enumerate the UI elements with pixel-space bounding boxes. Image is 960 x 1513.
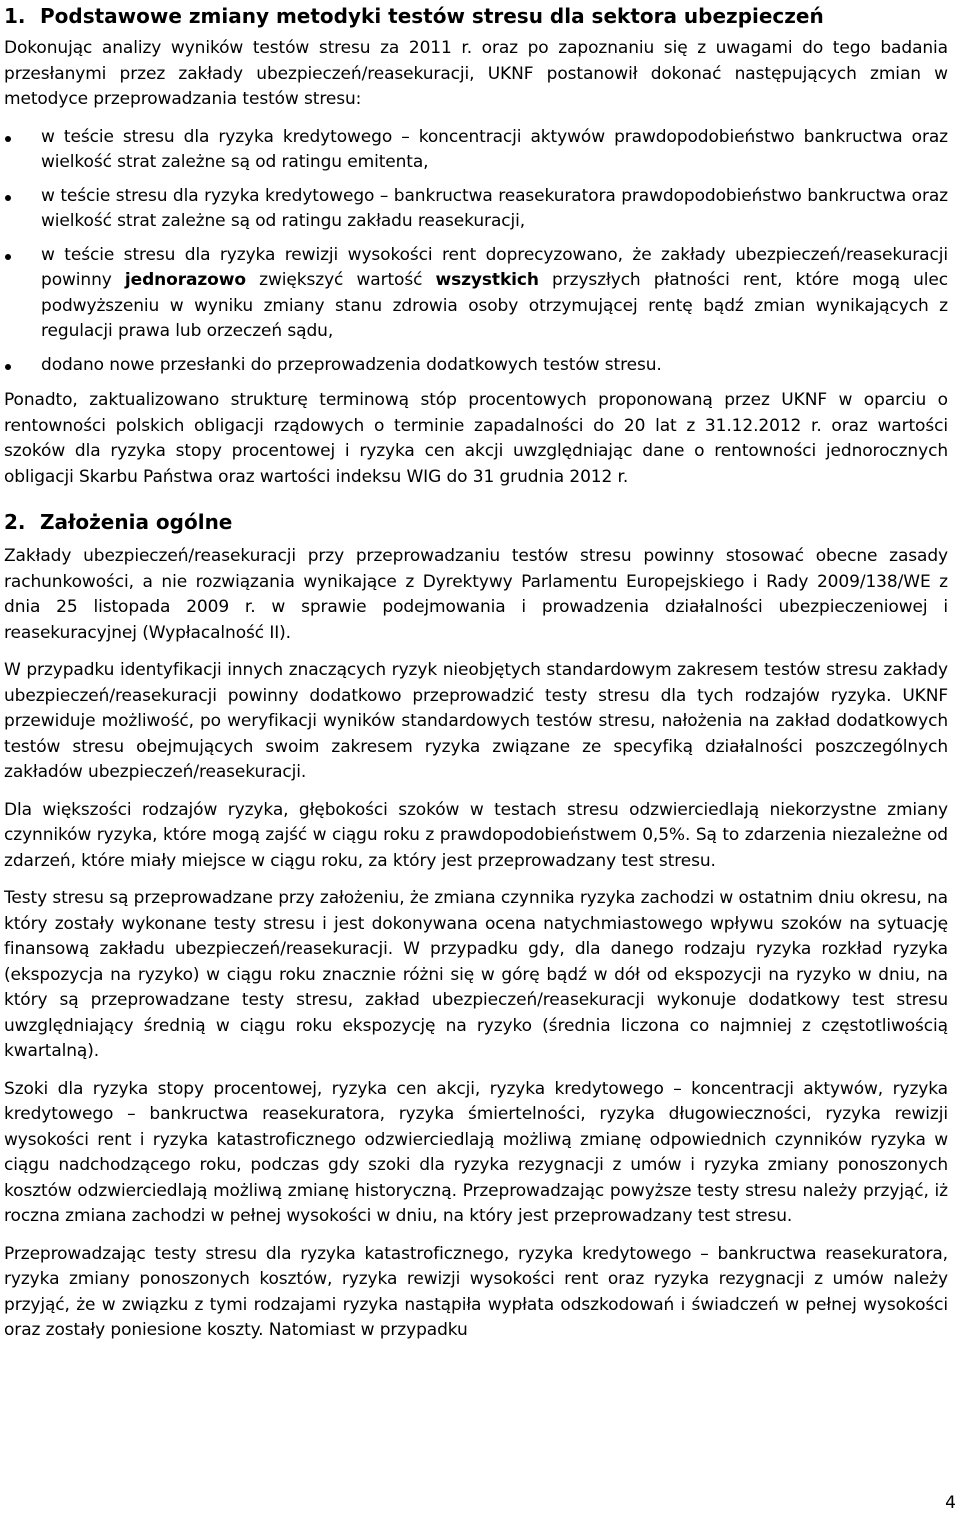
page-number: 4 — [945, 1493, 956, 1513]
bullet-text: w teście stresu dla ryzyka kredytowego – koncentracji aktywów prawdopodobieństwo bankructwa oraz wielkość strat zależne są od ratingu emitenta, — [41, 126, 948, 172]
bullet-item — [4, 184, 948, 235]
section-2-number: 2. — [4, 510, 26, 534]
body-paragraph: Dla większości rodzajów ryzyka, głębokości szoków w testach stresu odzwierciedlają niekorzystne zmiany czynników ryzyka, które mogą zajść w ciągu roku z prawdopodobieństwem 0,5%. Są to zdarzenia niezależne od zdarzeń, które miały miejsce w ciągu roku, za który jest przeprowadzany test stresu. — [4, 799, 948, 871]
section-2-title: Założenia ogólne — [40, 510, 233, 534]
body-paragraph: Testy stresu są przeprowadzane przy założeniu, że zmiana czynnika ryzyka zachodzi w ostatnim dniu okresu, na który zostały wykonane testy stresu i jest dokonywana ocena natychmiastowego wpływu szoków na sytuację finansową zakładu ubezpieczeń/reasekuracji. W przypadku gdy, dla danego rodzaju ryzyka rozkład ryzyka (ekspozycja na ryzyko) w ciągu roku znacznie różni się w górę bądź w dół od ekspozycji na ryzyko w dniu, na który są przeprowadzane testy stresu, zakład ubezpieczeń/reasekuracji wykonuje dodatkowy test stresu uwzględniający średnią w ciągu roku ekspozycję na ryzyko (średnia liczona co najmniej z częstotliwością kwartalną). — [4, 888, 948, 1061]
bullet-text: dodano nowe przesłanki do przeprowadzenia dodatkowych testów stresu. — [41, 354, 662, 375]
bold-emphasis: wszystkich — [435, 270, 539, 290]
bullet-text-part: zwiększyć wartość — [245, 270, 436, 290]
bullet-text-part: w teście stresu dla ryzyka rewizji wysokości rent doprecyzowano, że zakłady ubezpieczeń/reasekuracji powinny — [41, 244, 948, 290]
section-1-closing-paragraph: Ponadto, zaktualizowano strukturę terminową stóp procentowych proponowaną przez UKNF w oparciu o rentowności polskich obligacji rządowych o terminie zapadalności do 20 lat z 31.12.2012 r. oraz wartości szoków dla ryzyka stopy procentowej i ryzyka cen akcji uwzględniając dane o rentowności jednorocznych obligacji Skarbu Państwa oraz wartości indeksu WIG do 31 grudnia 2012 r. — [4, 390, 948, 487]
body-paragraph: Zakłady ubezpieczeń/reasekuracji przy przeprowadzaniu testów stresu powinny stosować obecne zasady rachunkowości, a nie rozwiązania wynikające z Dyrektywy Parlamentu Europejskiego i Rady 2009/138/WE z dnia 25 listopada 2009 r. w sprawie podejmowania i prowadzenia działalności ubezpieczeniowej i reasekuracyjnej (Wypłacalność II). — [4, 546, 948, 643]
section-2-heading — [4, 508, 948, 536]
body-paragraph: Przeprowadzając testy stresu dla ryzyka katastroficznego, ryzyka kredytowego – bankructwa reasekuratora, ryzyka zmiany ponoszonych kosztów, ryzyka rewizji wysokości rent oraz ryzyka rezygnacji z umów należy przyjąć, że w związku z tymi rodzajami ryzyka nastąpiła wypłata odszkodowań i świadczeń w pełnej wysokości oraz zostały poniesione koszty. Natomiast w przypadku — [4, 1243, 948, 1340]
body-paragraph: Szoki dla ryzyka stopy procentowej, ryzyka cen akcji, ryzyka kredytowego – koncentracji aktywów, ryzyka kredytowego – bankructwa reasekuratora, ryzyka śmiertelności, ryzyka długowieczności, ryzyka rewizji wysokości rent i ryzyka katastroficznego odzwierciedlają możliwą zmianę odpowiednich czynników ryzyka w ciągu nadchodzącego roku, podczas gdy szoki dla ryzyka rezygnacji z umów i ryzyka zmiany ponoszonych kosztów odzwierciedlają możliwą zmianę historyczną. Przeprowadzając powyższe testy stresu należy przyjąć, iż roczna zmiana zachodzi w pełnej wysokości w dniu, na który jest przeprowadzany test stresu. — [4, 1078, 948, 1226]
bullet-icon — [5, 364, 11, 370]
bullet-text-part: przyszłych płatności rent, które mogą ulec podwyższeniu w wyniku zmiany stanu zdrowia osoby otrzymującej rentę bądź zmian wynikających z regulacji prawa lub orzeczeń sądu, — [41, 270, 948, 341]
section-1-heading — [4, 2, 948, 30]
section-1-title: Podstawowe zmiany metodyki testów stresu dla sektora ubezpieczeń — [40, 4, 824, 28]
bullet-item — [4, 243, 948, 345]
bullet-icon — [5, 136, 11, 142]
section-1-number: 1. — [4, 4, 26, 28]
bullet-text: w teście stresu dla ryzyka kredytowego – bankructwa reasekuratora prawdopodobieństwo bankructwa oraz wielkość strat zależne są od ratingu zakładu reasekuracji, — [41, 185, 948, 231]
changes-bullet-list — [4, 125, 948, 379]
bold-emphasis: jednorazowo — [124, 270, 246, 290]
bullet-item — [4, 353, 948, 379]
document-page — [4, 0, 948, 1356]
section-1-intro-paragraph: Dokonując analizy wyników testów stresu za 2011 r. oraz po zapoznaniu się z uwagami do tego badania przesłanymi przez zakłady ubezpieczeń/reasekuracji, UKNF postanowił dokonać następujących zmian w metodyce przeprowadzania testów stresu: — [4, 38, 948, 109]
bullet-icon — [5, 195, 11, 201]
bullet-item — [4, 125, 948, 176]
bullet-icon — [5, 254, 11, 260]
body-paragraph: W przypadku identyfikacji innych znaczących ryzyk nieobjętych standardowym zakresem testów stresu zakłady ubezpieczeń/reasekuracji powinny dodatkowo przeprowadzić testy stresu dla tych rodzajów ryzyka. UKNF przewiduje możliwość, po weryfikacji wyników standardowych testów stresu, nałożenia na zakład dodatkowych testów stresu obejmujących swoim zakresem ryzyka związane ze specyfiką działalności poszczególnych zakładów ubezpieczeń/reasekuracji. — [4, 660, 948, 782]
